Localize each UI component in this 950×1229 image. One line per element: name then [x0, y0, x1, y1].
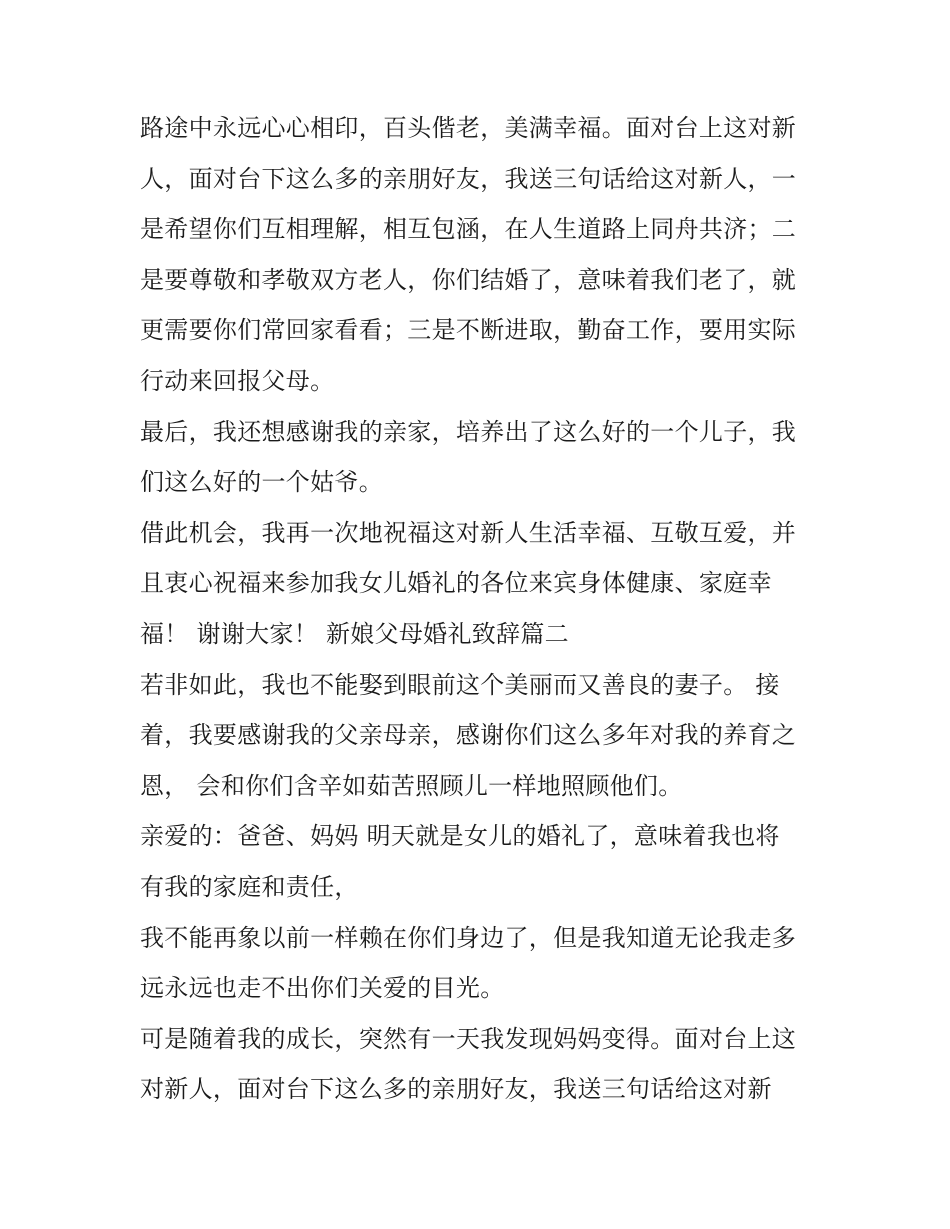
text-line: 福！ 谢谢大家！ 新娘父母婚礼致辞篇二: [140, 619, 569, 648]
text-line: 若非如此，我也不能娶到眼前这个美丽而又善良的妻子。 接: [140, 670, 780, 699]
text-line: 借此机会，我再一次地祝福这对新人生活幸福、互敬互爱，并: [140, 518, 797, 547]
text-line: 人，面对台下这么多的亲朋好友，我送三句话给这对新人，一: [140, 164, 797, 193]
text-line: 路途中永远心心相印，百头偕老，美满幸福。面对台上这对新: [140, 114, 797, 142]
text-line: 着，我要感谢我的父亲母亲，感谢你们这么多年对我的养育之: [140, 721, 797, 750]
text-line: 恩， 会和你们含辛如茹苦照顾儿一样地照顾他们。: [140, 771, 683, 800]
text-line: 更需要你们常回家看看；三是不断进取，勤奋工作，要用实际: [140, 316, 797, 345]
text-line: 对新人，面对台下这么多的亲朋好友，我送三句话给这对新: [140, 1075, 772, 1104]
text-line: 行动来回报父母。: [140, 366, 335, 395]
text-line: 是要尊敬和孝敬双方老人，你们结婚了，意味着我们老了，就: [140, 265, 797, 294]
text-line: 最后，我还想感谢我的亲家，培养出了这么好的一个儿子，我: [140, 417, 797, 446]
text-line: 远永远也走不出你们关爱的目光。: [140, 974, 505, 1003]
text-line: 亲爱的：爸爸、妈妈 明天就是女儿的婚礼了，意味着我也将: [140, 822, 780, 851]
text-line: 是希望你们互相理解，相互包涵，在人生道路上同舟共济；二: [140, 215, 797, 244]
document-text: [140, 103, 830, 1115]
text-line: 我不能再象以前一样赖在你们身边了，但是我知道无论我走多: [140, 923, 797, 952]
text-line: 可是随着我的成长，突然有一天我发现妈妈变得。面对台上这: [140, 1024, 797, 1053]
text-line: 有我的家庭和责任，: [140, 872, 359, 901]
text-line: 且衷心祝福来参加我女儿婚礼的各位来宾身体健康、家庭幸: [140, 569, 772, 598]
text-line: 们这么好的一个姑爷。: [140, 468, 383, 497]
